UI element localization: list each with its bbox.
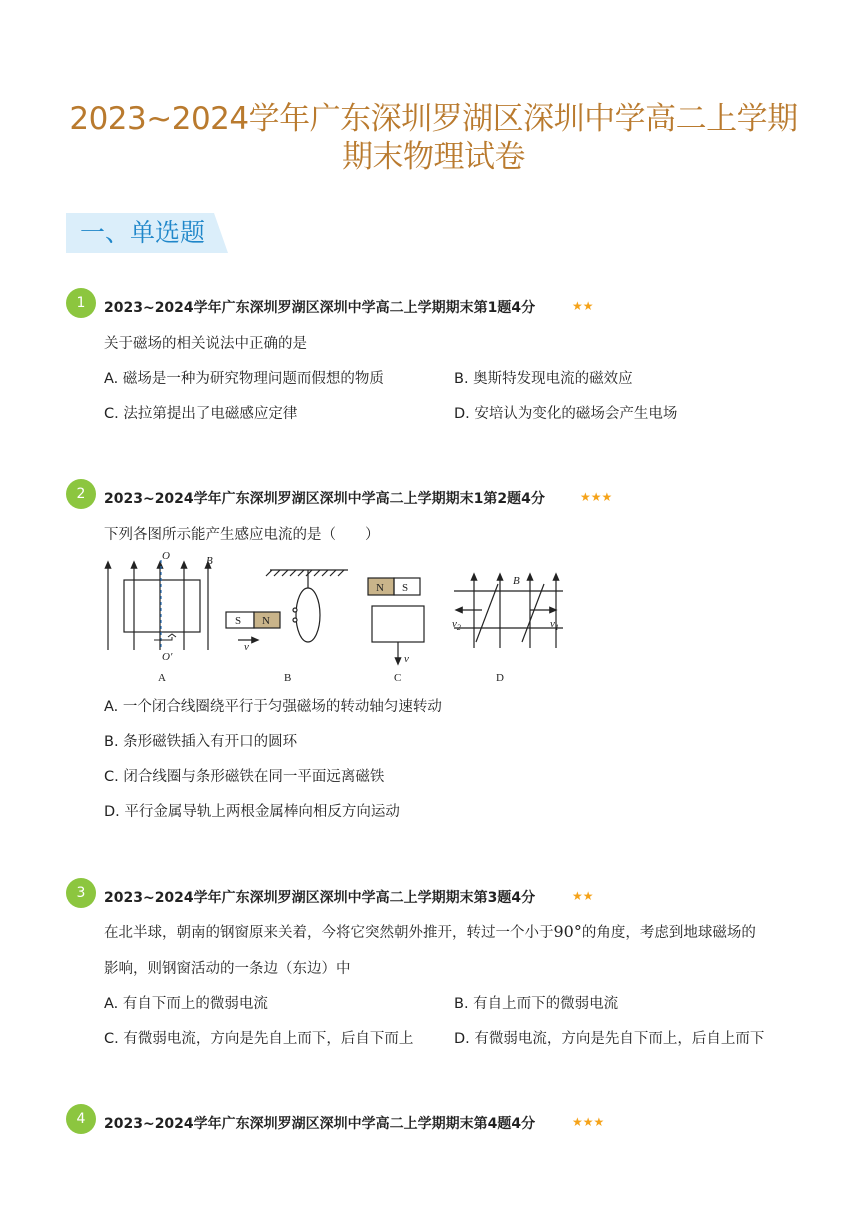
- question-figure: [98, 548, 578, 688]
- question-stem: 在北半球，朝南的钢窗原来关着，今将它突然朝外推开，转过一个小于90°的角度，考虑到地球磁场的: [104, 922, 756, 941]
- panel-label-b: B: [284, 672, 292, 684]
- option-c[interactable]: C. 法拉第提出了电磁感应定律: [104, 406, 298, 422]
- question-stem-line2: 影响，则钢窗活动的一条边（东边）中: [104, 961, 351, 977]
- label-n: N: [376, 582, 384, 594]
- option-a[interactable]: A. 一个闭合线圈绕平行于匀强磁场的转动轴匀速转动: [104, 699, 442, 715]
- label-s: S: [235, 615, 242, 627]
- question-header: 2023~2024学年广东深圳罗湖区深圳中学高二上学期期末第4题4分: [104, 1116, 536, 1132]
- question-number-badge: 4: [66, 1104, 96, 1134]
- label-o: O: [162, 550, 170, 562]
- section-title: 一、单选题: [80, 218, 206, 247]
- question-number-badge: 3: [66, 878, 96, 908]
- figure-panel-d: [454, 576, 563, 648]
- question-header: 2023~2024学年广东深圳罗湖区深圳中学高二上学期期末第1题4分: [104, 300, 536, 316]
- difficulty-stars: ★★: [572, 889, 594, 903]
- panel-label-d: D: [496, 672, 504, 684]
- label-v: v: [404, 653, 409, 665]
- exam-title-line2: 期末物理试卷: [342, 139, 525, 175]
- label-s: S: [402, 582, 409, 594]
- label-o-prime: O′: [162, 651, 173, 663]
- panel-label-c: C: [394, 672, 402, 684]
- question-stem: 关于磁场的相关说法中正确的是: [104, 336, 307, 352]
- option-b[interactable]: B. 奥斯特发现电流的磁效应: [454, 371, 633, 387]
- exam-title-line1: 2023~2024学年广东深圳罗湖区深圳中学高二上学期: [69, 101, 798, 137]
- option-b[interactable]: B. 条形磁铁插入有开口的圆环: [104, 734, 298, 750]
- option-c[interactable]: C. 闭合线圈与条形磁铁在同一平面远离磁铁: [104, 769, 385, 785]
- option-a[interactable]: A. 磁场是一种为研究物理问题而假想的物质: [104, 371, 384, 387]
- label-n: N: [262, 615, 270, 627]
- angle-value: 90°: [553, 922, 582, 941]
- label-v1: $v_1$: [550, 618, 559, 632]
- figure-panel-b: [226, 570, 348, 642]
- label-b: B: [206, 555, 213, 567]
- label-v2: $v_2$: [452, 618, 461, 632]
- question-stem: 下列各图所示能产生感应电流的是（ ）: [104, 527, 380, 543]
- section-banner: [66, 213, 228, 253]
- question-header: 2023~2024学年广东深圳罗湖区深圳中学高二上学期期末第3题4分: [104, 890, 536, 906]
- option-a[interactable]: A. 有自下而上的微弱电流: [104, 996, 268, 1012]
- figure-panel-a: [108, 560, 208, 650]
- panel-label-a: A: [158, 672, 166, 684]
- question-number-badge: 1: [66, 288, 96, 318]
- physics-diagram: [98, 548, 578, 688]
- difficulty-stars: ★★★: [572, 1115, 605, 1129]
- question-number-badge: 2: [66, 479, 96, 509]
- option-b[interactable]: B. 有自上而下的微弱电流: [454, 996, 619, 1012]
- option-c[interactable]: C. 有微弱电流，方向是先自上而下，后自下而上: [104, 1031, 414, 1047]
- option-d[interactable]: D. 有微弱电流，方向是先自下而上，后自上而下: [454, 1031, 765, 1047]
- option-d[interactable]: D. 安培认为变化的磁场会产生电场: [454, 406, 678, 422]
- label-v: v: [244, 641, 249, 653]
- option-d[interactable]: D. 平行金属导轨上两根金属棒向相反方向运动: [104, 804, 400, 820]
- difficulty-stars: ★★: [572, 299, 594, 313]
- label-b: B: [513, 575, 520, 587]
- question-header: 2023~2024学年广东深圳罗湖区深圳中学高二上学期期末1第2题4分: [104, 491, 545, 507]
- difficulty-stars: ★★★: [580, 490, 613, 504]
